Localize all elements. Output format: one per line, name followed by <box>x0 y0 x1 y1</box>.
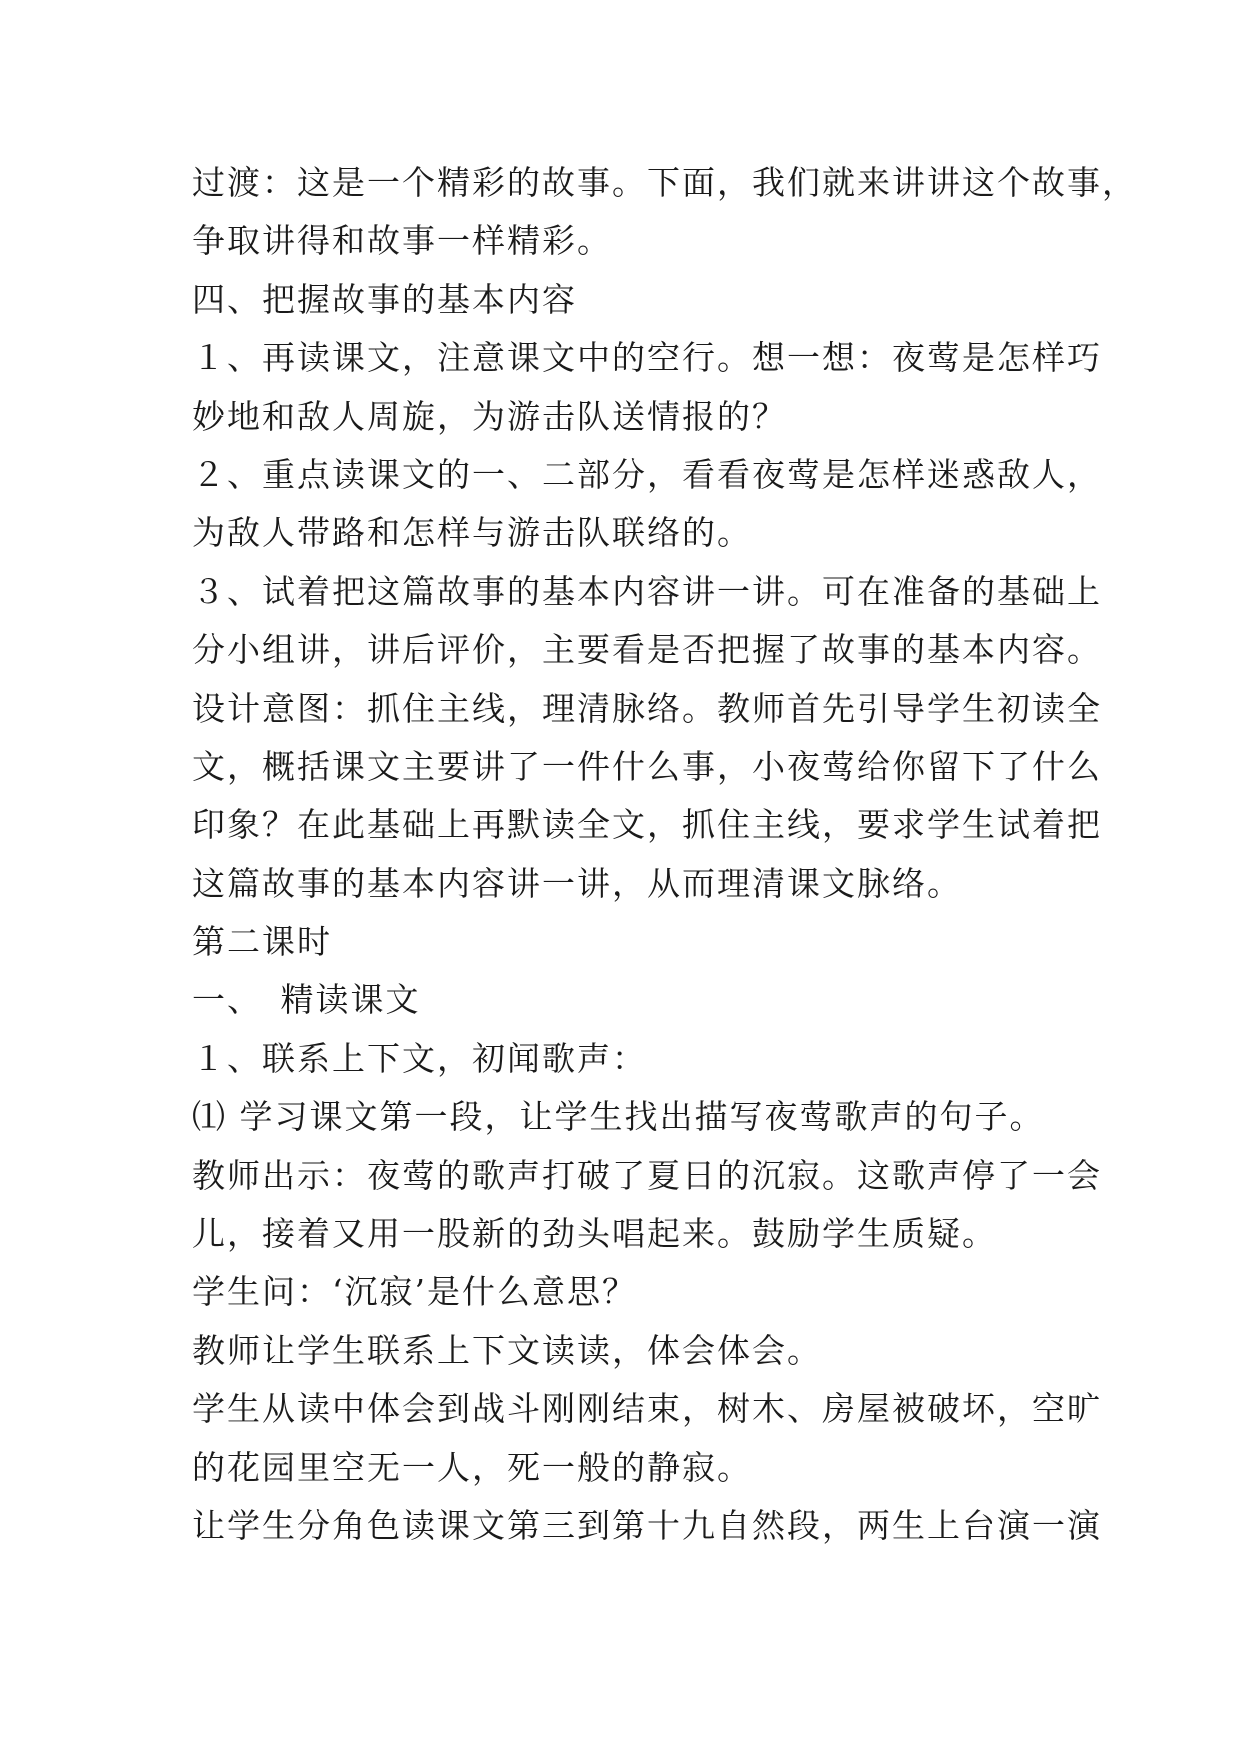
text-line: 的花园里空无一人，死一般的静寂。 <box>192 1447 752 1487</box>
text-line: 为敌人带路和怎样与游击队联络的。 <box>192 513 752 553</box>
text-line: 教师出示：夜莺的歌声打破了夏日的沉寂。这歌声停了一会 <box>192 1155 1102 1195</box>
text-line: 设计意图：抓住主线，理清脉络。教师首先引导学生初读全 <box>192 688 1102 728</box>
text-line: １、联系上下文，初闻歌声： <box>192 1038 647 1078</box>
text-line: 让学生分角色读课文第三到第十九自然段，两生上台演一演 <box>192 1505 1102 1545</box>
text-line: 学生问：‘沉寂’是什么意思？ <box>192 1272 637 1312</box>
text-line: ２、重点读课文的一、二部分，看看夜莺是怎样迷惑敌人， <box>192 454 1102 494</box>
text-line: 教师让学生联系上下文读读，体会体会。 <box>192 1330 822 1370</box>
text-line: 印象？在此基础上再默读全文，抓住主线，要求学生试着把 <box>192 805 1102 845</box>
text-line: １、再读课文，注意课文中的空行。想一想：夜莺是怎样巧 <box>192 338 1102 378</box>
text-line: 过渡：这是一个精彩的故事。下面，我们就来讲讲这个故事， <box>192 163 1137 202</box>
text-line: 争取讲得和故事一样精彩。 <box>192 221 612 261</box>
text-line: ３、试着把这篇故事的基本内容讲一讲。可在准备的基础上 <box>192 571 1102 611</box>
text-line: 这篇故事的基本内容讲一讲，从而理清课文脉络。 <box>192 863 962 903</box>
section-heading: 四、把握故事的基本内容 <box>192 279 577 319</box>
section-heading: 第二课时 <box>192 922 332 962</box>
text-line: 儿，接着又用一股新的劲头唱起来。鼓励学生质疑。 <box>192 1214 997 1254</box>
text-line: 学生从读中体会到战斗刚刚结束，树木、房屋被破坏，空旷 <box>192 1389 1102 1429</box>
text-line: 分小组讲，讲后评价，主要看是否把握了故事的基本内容。 <box>192 630 1102 670</box>
text-line: 妙地和敌人周旋，为游击队送情报的？ <box>192 396 787 436</box>
text-line: 文，概括课文主要讲了一件什么事，小夜莺给你留下了什么 <box>192 746 1102 786</box>
text-line: ⑴ 学习课文第一段，让学生找出描写夜莺歌声的句子。 <box>192 1097 1045 1137</box>
section-heading: 一、 精读课文 <box>192 980 421 1020</box>
document-body <box>192 154 1137 1555</box>
